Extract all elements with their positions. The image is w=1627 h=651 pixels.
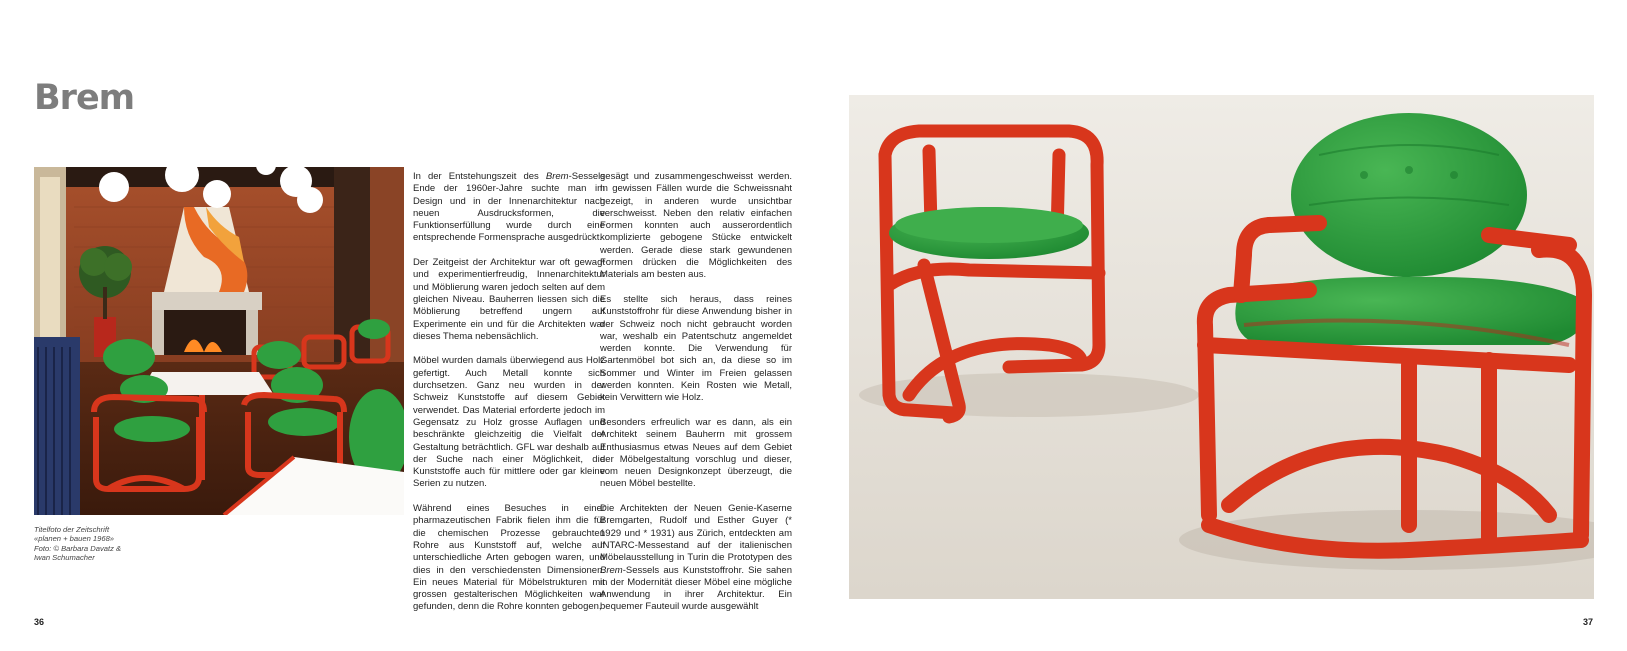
page-number-right: 37 [1582,617,1593,627]
body-paragraph: Es stellte sich heraus, dass reines Kunststoffrohr für diese Anwendung bisher in der Schweiz noch nicht gebraucht worden war, weshalb ein Patentschutz angemeldet werden konnte. Die Verwendung für Gartenmöbel bot sich an, da diese so im Sommer und Winter im Freien gelassen werden konnten. Kein Rosten wie Metall, kein Verwittern wie Holz. [600,293,792,404]
caption-line: Foto: © Barbara Davatz & [34,543,122,553]
body-paragraph: In der Entstehungszeit des Brem-Sessels Ende der 1960er-Jahre suchte man im Design und in der Innenarchitektur nach neuen Ausdrucksformen, die Funktionserfüllung wurde durch eine entsprechende Formensprache ausgedrückt. [413,171,605,244]
interior-photo [34,167,404,515]
caption-line: Iwan Schumacher [34,553,95,563]
page-number-left: 36 [34,617,45,627]
body-paragraph: Möbel wurden damals überwiegend aus Holz gefertigt. Auch Metall konnte sich durchsetzen. Ganz neu wurden in der Schweiz Kunststoffe auf diesem Gebiet verwendet. Das Material erforderte jedoch im Gegensatz zu Holz grosse Auflagen und beschränkte gleichzeitig die Vielfalt der Gestaltung beträchtlich. GFL war deshalb auf der Suche nach einer Möglichkeit, die Kunststoffe auch für mittlere oder gar kleine Serien zu nutzen. [413,355,605,490]
chairs-photo [849,95,1594,599]
body-paragraph: gesägt und zusammengeschweisst werden. In gewissen Fällen wurde die Schweissnaht gezeigt, in anderen wurde unsichtbar verschweisst. Neben den relativ einfachen Formen konnten auch ausserordentlich komplizierte gebogene Stücke entwickelt werden. Gerade diese stark gewundenen Formen drücken die Möglichkeiten des Materials am besten aus. [600,171,792,281]
emphasis-text: Brem [600,564,623,576]
body-paragraph: Besonders erfreulich war es dann, als ein Architekt seinem Bauherrn mit grossem Enthusiasmus etwas Neues auf dem Gebiet der Möbelgestaltung vorschlug und dieser, vom neuen Designkonzept überzeugt, die neuen Möbel bestellte. [600,416,792,490]
text-column-1 [413,171,605,626]
photo-caption [34,525,164,563]
text-column-2 [600,171,792,626]
emphasis-text: Brem [545,171,569,182]
chapter-heading: Brem [34,78,135,118]
body-paragraph: Während eines Besuches in einer pharmazeutischen Fabrik fielen ihm die für die chemischen Prozesse gebrauchten Rohre aus Kunststoff auf, welche auf unterschiedliche Arten gebogen waren, und dies in den verschiedensten Dimensionen. Ein neues Material für Möbelstrukturen mit grossen gestalterischen Möglichkeiten war gefunden, denn die Rohre konnten gebogen, [413,503,605,613]
body-paragraph: Die Architekten der Neuen Genie-Kaserne Bremgarten, Rudolf und Esther Guyer (* 1929 und * 1931) aus Zürich, entdeckten am INTARC-Messestand auf der italienischen Möbelausstellung in Turin die Prototypen des Brem-Sessels aus Kunststoffrohr. Sie sahen in der Modernität dieser Möbel eine mögliche Anwendung in ihrer Architektur. Ein bequemer Fauteuil wurde ausgewählt [600,503,792,613]
caption-line: «planen + bauen 1968» [34,534,115,544]
caption-line: Titelfoto der Zeitschrift [34,525,110,534]
body-paragraph: Der Zeitgeist der Architektur war oft gewagt und experimentierfreudig, Innenarchitektur und Möblierung waren jedoch selten auf dem gleichen Niveau. Bauherren liessen sich die Möblierung betreffend ungern auf Experimente ein und für die Architekten war dieses Thema nebensächlich. [413,257,605,342]
